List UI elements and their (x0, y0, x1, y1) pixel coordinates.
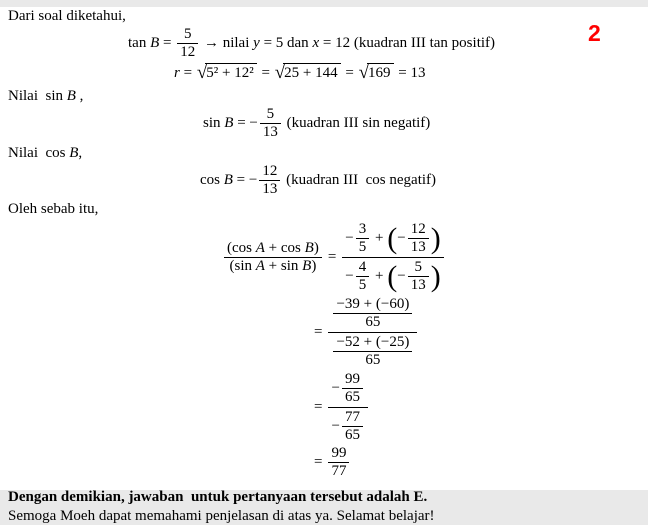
derivation-block (0, 220, 648, 480)
rhs-fraction (342, 220, 443, 295)
tan-equation (128, 26, 648, 61)
left-paren: ( (387, 221, 398, 255)
denominator: 5 (356, 276, 370, 294)
cos-equation (200, 163, 648, 198)
minus-sign: − (397, 268, 406, 284)
denominator: 77 (328, 462, 349, 480)
r-equation (174, 63, 648, 83)
denominator: 12 (177, 43, 198, 61)
numerator: −52 + (−25) (336, 334, 410, 350)
fraction (356, 221, 370, 256)
numerator: −39 + (−60) (336, 296, 410, 312)
square-root (359, 63, 394, 83)
fraction (260, 106, 281, 141)
variable-B: B (223, 172, 233, 188)
denominator: 65 (342, 388, 363, 406)
label-text: Nilai cos (8, 145, 70, 161)
equals-sign: = (257, 64, 274, 81)
fraction (177, 26, 198, 61)
plus-sign: + (371, 268, 388, 284)
problem-number: 2 (588, 20, 601, 46)
radicand: 25 + 144 (283, 63, 340, 82)
numerator: 12 (410, 221, 426, 237)
numerator (224, 240, 322, 257)
text: + sin (264, 258, 303, 274)
minus-sign: − (345, 268, 354, 284)
quadrant-note: (kuadran III sin negatif) (282, 115, 431, 131)
denominator: 13 (408, 276, 429, 294)
result-fraction (328, 445, 349, 480)
equals-sign: = (159, 35, 176, 51)
text-quadrant-note: = 12 (kuadran III tan positif) (319, 35, 496, 51)
numerator: 5 (183, 26, 192, 42)
denominator: 65 (342, 426, 363, 444)
function-name: tan (128, 35, 151, 51)
quadrant-note: (kuadran III cos negatif) (282, 172, 437, 188)
variable-B: B (66, 88, 76, 104)
text-mid: = 5 dan (259, 35, 313, 51)
right-paren: ) (430, 221, 441, 255)
numerator: 77 (344, 409, 360, 425)
minus-sign: − (331, 380, 340, 396)
numerator (328, 295, 417, 332)
numerator: 5 (266, 106, 275, 122)
denominator (328, 407, 367, 445)
denominator: 5 (356, 238, 370, 256)
fraction (408, 221, 429, 256)
fraction (342, 371, 363, 406)
variable-B: B (224, 115, 234, 131)
conclusion-text: Dengan demikian, jawaban untuk pertanyaan tersebut adalah E. (8, 489, 428, 505)
equals-sign: = (314, 324, 323, 340)
variable-x: x (312, 35, 320, 51)
fraction (259, 163, 280, 198)
equals-minus: = − (233, 115, 258, 131)
variable-B: B (150, 35, 160, 51)
derivation-step-1 (222, 220, 648, 295)
denominator (328, 332, 417, 370)
minus-sign: − (331, 418, 340, 434)
variable-y: y (253, 35, 260, 51)
left-paren: ( (387, 259, 398, 293)
minus-sign: − (345, 230, 354, 246)
variable-r: r (174, 64, 180, 81)
variable-B: B (302, 258, 312, 274)
equals-sign: = (327, 249, 337, 265)
denominator: 13 (259, 180, 280, 198)
text: ) (311, 258, 317, 274)
numerator: 4 (358, 259, 367, 275)
equals-sign: = (179, 64, 196, 81)
fraction (333, 334, 412, 369)
equals-sign: = (341, 64, 358, 81)
fraction (333, 296, 412, 331)
square-root (275, 63, 341, 83)
text: (cos (227, 240, 256, 256)
outer-fraction (328, 295, 417, 370)
variable-B: B (304, 240, 314, 256)
solution-document (0, 7, 648, 524)
numerator: 12 (262, 163, 278, 179)
denominator (224, 257, 322, 275)
equals-sign: = (314, 399, 323, 415)
cos-label (8, 144, 648, 162)
intro-text: Dari soal diketahui, (8, 8, 126, 24)
outer-fraction (328, 370, 367, 445)
derivation-step-3 (310, 370, 648, 445)
numerator: 99 (344, 371, 360, 387)
lhs-fraction (224, 240, 322, 275)
radical-sign: √ (274, 62, 286, 83)
denominator: 13 (260, 123, 281, 141)
plus-sign: + (371, 230, 388, 246)
label-text: Nilai sin (8, 88, 67, 104)
numerator: 99 (331, 445, 347, 461)
variable-A: A (255, 240, 265, 256)
variable-A: A (255, 258, 265, 274)
square-root (197, 63, 257, 83)
function-name: sin (203, 115, 225, 131)
radical-sign: √ (358, 62, 369, 83)
numerator (342, 220, 443, 257)
denominator: 65 (333, 351, 412, 369)
radicand: 169 (367, 63, 394, 82)
minus-sign: − (397, 230, 406, 246)
result-value: = 13 (394, 64, 426, 81)
text: (sin (229, 258, 256, 274)
radical-sign: √ (196, 62, 208, 83)
numerator: 5 (414, 259, 422, 275)
derivation-step-4 (310, 445, 648, 480)
text: ) (313, 240, 319, 256)
equals-minus: = − (232, 172, 258, 188)
fraction (408, 259, 429, 294)
right-paren: ) (430, 259, 441, 293)
fraction (356, 259, 370, 294)
sin-label (8, 87, 648, 105)
variable-B: B (69, 145, 79, 161)
denominator: 65 (333, 313, 412, 331)
denominator (342, 257, 443, 295)
sin-equation (203, 106, 648, 141)
arrow-right-icon: → (200, 35, 223, 51)
denominator: 13 (408, 238, 429, 256)
radicand: 5² + 12² (205, 63, 256, 82)
numerator (328, 370, 367, 407)
label-comma: , (75, 88, 84, 104)
derivation-step-2 (310, 295, 648, 370)
numerator: 3 (358, 221, 367, 237)
equals-sign: = (314, 454, 323, 470)
text: + cos (264, 240, 305, 256)
therefore-text: Oleh sebab itu, (8, 201, 99, 217)
label-comma: , (78, 145, 83, 161)
function-name: cos (200, 172, 224, 188)
fraction (342, 409, 363, 444)
closing-text: Semoga Moeh dapat memahami penjelasan di atas ya. Selamat belajar! (8, 508, 435, 524)
text-nilai: nilai (222, 35, 254, 51)
